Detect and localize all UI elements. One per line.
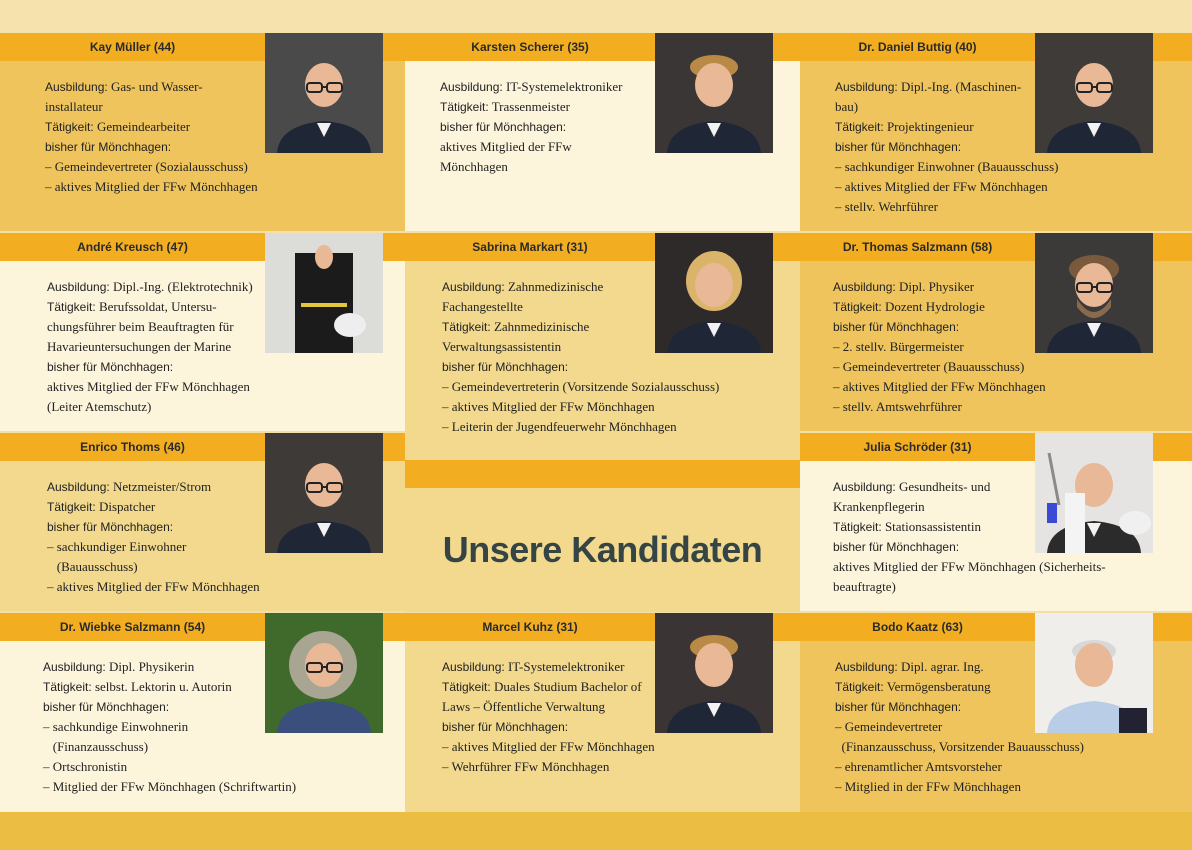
detail-line xyxy=(440,97,622,117)
candidate-photo xyxy=(1035,613,1153,733)
detail-line xyxy=(440,77,622,97)
header-band xyxy=(1153,613,1192,641)
detail-line xyxy=(47,557,260,577)
detail-line xyxy=(47,397,253,417)
page-title: Unsere Kandidaten xyxy=(442,529,763,570)
header-band xyxy=(773,233,800,261)
detail-value: – aktives Mitglied der FFw Mönchhagen xyxy=(442,739,655,754)
candidate-name: Karsten Scherer (35) xyxy=(405,33,655,61)
candidate-photo xyxy=(1035,433,1153,553)
candidate-photo xyxy=(655,613,773,733)
detail-label: Ausbildung: xyxy=(45,80,108,94)
detail-value: – aktives Mitglied der FFw Mönchhagen xyxy=(45,179,258,194)
candidate-name: Kay Müller (44) xyxy=(0,33,265,61)
detail-value: Dipl.-Ing. (Maschinen- xyxy=(897,79,1022,94)
detail-line xyxy=(47,537,260,557)
detail-value: bau) xyxy=(835,99,859,114)
detail-value: Gas- und Wasser- xyxy=(107,79,203,94)
detail-label: bisher für Mönchhagen: xyxy=(47,520,174,534)
detail-label: Ausbildung: xyxy=(47,280,110,294)
detail-line xyxy=(47,297,253,317)
candidate-details xyxy=(45,77,258,197)
detail-value: – Wehrführer FFw Mönchhagen xyxy=(442,759,610,774)
detail-value: aktives Mitglied der FFw xyxy=(440,139,572,154)
detail-line xyxy=(442,737,655,757)
detail-value: – 2. stellv. Bürgermeister xyxy=(833,339,964,354)
detail-line xyxy=(442,677,655,697)
detail-line xyxy=(833,277,1046,297)
candidate-details xyxy=(833,277,1046,417)
header-band xyxy=(1153,433,1192,461)
header-band xyxy=(383,33,405,61)
detail-value: – aktives Mitglied der FFw Mönchhagen xyxy=(442,399,655,414)
detail-line xyxy=(45,137,258,157)
candidate-photo xyxy=(1035,33,1153,153)
detail-value: Dozent Hydrologie xyxy=(881,299,985,314)
detail-line xyxy=(442,697,655,717)
header-band xyxy=(383,613,405,641)
detail-value: – ehrenamtlicher Amtsvorsteher xyxy=(835,759,1002,774)
detail-value: – stellv. Wehrführer xyxy=(835,199,938,214)
detail-label: bisher für Mönchhagen: xyxy=(43,700,170,714)
detail-line xyxy=(833,377,1046,397)
detail-line xyxy=(835,757,1084,777)
detail-value: chungsführer beim Beauftragten für xyxy=(47,319,234,334)
detail-label: Ausbildung: xyxy=(442,280,505,294)
detail-line xyxy=(47,317,253,337)
detail-line xyxy=(835,77,1058,97)
header-band xyxy=(1153,233,1192,261)
detail-value: Laws – Öffentliche Verwaltung xyxy=(442,699,606,714)
detail-value: beauftragte) xyxy=(833,579,896,594)
candidate-name: Enrico Thoms (46) xyxy=(0,433,265,461)
detail-value: Mönchhagen xyxy=(440,159,508,174)
candidate-name: Marcel Kuhz (31) xyxy=(405,613,655,641)
candidate-card xyxy=(800,233,1192,431)
detail-line xyxy=(835,737,1084,757)
candidate-name: André Kreusch (47) xyxy=(0,233,265,261)
detail-value: (Finanzausschuss) xyxy=(43,739,149,754)
detail-value: aktives Mitglied der FFw Mönchhagen xyxy=(47,379,250,394)
candidate-card xyxy=(405,613,800,812)
detail-line xyxy=(833,297,1046,317)
candidate-name: Dr. Daniel Buttig (40) xyxy=(800,33,1035,61)
detail-value: – sachkundiger Einwohner (Bauausschuss) xyxy=(835,159,1059,174)
bottom-strip xyxy=(0,812,1192,850)
candidate-name: Julia Schröder (31) xyxy=(800,433,1035,461)
detail-label: Tätigkeit: xyxy=(833,520,882,534)
detail-line xyxy=(442,397,719,417)
header-band xyxy=(773,613,800,641)
detail-label: Ausbildung: xyxy=(833,480,896,494)
candidate-card xyxy=(0,33,405,231)
detail-label: bisher für Mönchhagen: xyxy=(833,540,960,554)
detail-value: – Gemeindevertreterin (Vorsitzende Sozialausschuss) xyxy=(442,379,720,394)
candidate-card xyxy=(0,233,405,431)
detail-value: – Gemeindevertreter (Bauausschuss) xyxy=(833,359,1025,374)
detail-line xyxy=(43,677,296,697)
detail-line xyxy=(47,517,260,537)
detail-label: Ausbildung: xyxy=(835,80,898,94)
detail-label: Tätigkeit: xyxy=(835,120,884,134)
detail-value: – stellv. Amtswehrführer xyxy=(833,399,962,414)
candidate-card xyxy=(405,233,800,460)
detail-value: Zahnmedizinische xyxy=(504,279,604,294)
detail-line xyxy=(835,97,1058,117)
candidate-details xyxy=(440,77,622,177)
detail-label: Tätigkeit: xyxy=(47,500,96,514)
candidate-card xyxy=(0,613,405,812)
detail-value: Stationsassistentin xyxy=(881,519,981,534)
detail-label: Tätigkeit: xyxy=(440,100,489,114)
candidate-name: Dr. Wiebke Salzmann (54) xyxy=(0,613,265,641)
detail-value: (Leiter Atemschutz) xyxy=(47,399,152,414)
detail-line xyxy=(47,477,260,497)
detail-label: Ausbildung: xyxy=(835,660,898,674)
detail-label: Tätigkeit: xyxy=(43,680,92,694)
detail-label: Ausbildung: xyxy=(440,80,503,94)
detail-value: – Gemeindevertreter (Sozialausschuss) xyxy=(45,159,248,174)
detail-value: Dipl. Physikerin xyxy=(105,659,195,674)
candidate-card xyxy=(800,33,1192,231)
candidate-card xyxy=(405,33,800,231)
candidate-details xyxy=(442,657,655,777)
detail-line xyxy=(45,97,258,117)
detail-label: bisher für Mönchhagen: xyxy=(440,120,567,134)
header-band xyxy=(1153,33,1192,61)
detail-line xyxy=(442,657,655,677)
detail-line xyxy=(835,197,1058,217)
detail-line xyxy=(835,117,1058,137)
candidate-photo xyxy=(265,613,383,733)
detail-line xyxy=(833,357,1046,377)
detail-line xyxy=(442,377,719,397)
detail-value: – aktives Mitglied der FFw Mönchhagen xyxy=(833,379,1046,394)
detail-label: bisher für Mönchhagen: xyxy=(442,720,569,734)
detail-value: Dipl. Physiker xyxy=(895,279,975,294)
detail-value: – Mitglied der FFw Mönchhagen (Schriftwartin) xyxy=(43,779,297,794)
candidate-name: Bodo Kaatz (63) xyxy=(800,613,1035,641)
detail-label: Tätigkeit: xyxy=(47,300,96,314)
detail-line xyxy=(43,757,296,777)
detail-line xyxy=(47,377,253,397)
header-band xyxy=(383,233,405,261)
detail-value: Dispatcher xyxy=(95,499,156,514)
detail-value: – Leiterin der Jugendfeuerwehr Mönchhagen xyxy=(442,419,677,434)
candidate-photo xyxy=(655,33,773,153)
detail-label: Tätigkeit: xyxy=(833,300,882,314)
candidate-details xyxy=(835,77,1058,217)
detail-line xyxy=(45,77,258,97)
detail-line xyxy=(835,177,1058,197)
detail-value: – Ortschronistin xyxy=(43,759,128,774)
header-band xyxy=(383,433,405,461)
detail-value: Netzmeister/Strom xyxy=(109,479,212,494)
detail-line xyxy=(833,577,1106,597)
detail-value: Dipl.-Ing. (Elektrotechnik) xyxy=(109,279,253,294)
detail-value: – sachkundiger Einwohner xyxy=(47,539,187,554)
title-panel xyxy=(405,488,800,612)
detail-value: – Mitglied in der FFw Mönchhagen xyxy=(835,779,1021,794)
candidate-details xyxy=(43,657,296,797)
detail-line xyxy=(833,557,1106,577)
candidate-card xyxy=(800,613,1192,812)
detail-label: Tätigkeit: xyxy=(835,680,884,694)
candidate-photo xyxy=(655,233,773,353)
detail-value: Vermögensberatung xyxy=(883,679,991,694)
detail-line xyxy=(45,117,258,137)
candidate-card xyxy=(800,433,1192,611)
detail-value: aktives Mitglied der FFw Mönchhagen (Sicherheits- xyxy=(833,559,1106,574)
detail-value: installateur xyxy=(45,99,103,114)
header-band xyxy=(773,33,800,61)
detail-label: Ausbildung: xyxy=(43,660,106,674)
detail-line xyxy=(833,337,1046,357)
detail-value: Krankenpflegerin xyxy=(833,499,925,514)
detail-line xyxy=(45,177,258,197)
candidate-photo xyxy=(1035,233,1153,353)
detail-line xyxy=(47,577,260,597)
detail-value: Dipl. agrar. Ing. xyxy=(897,659,984,674)
detail-label: bisher für Mönchhagen: xyxy=(833,320,960,334)
candidate-photo xyxy=(265,433,383,553)
detail-line xyxy=(442,357,719,377)
detail-line xyxy=(43,717,296,737)
detail-value: Fachangestellte xyxy=(442,299,523,314)
detail-value: – sachkundige Einwohnerin xyxy=(43,719,189,734)
candidate-name: Dr. Thomas Salzmann (58) xyxy=(800,233,1035,261)
detail-line xyxy=(835,157,1058,177)
detail-line xyxy=(47,497,260,517)
detail-label: Ausbildung: xyxy=(833,280,896,294)
top-strip xyxy=(0,0,1192,33)
detail-line xyxy=(43,737,296,757)
detail-label: bisher für Mönchhagen: xyxy=(835,700,962,714)
detail-label: Ausbildung: xyxy=(442,660,505,674)
detail-line xyxy=(43,657,296,677)
detail-label: bisher für Mönchhagen: xyxy=(45,140,172,154)
detail-value: Havarieuntersuchungen der Marine xyxy=(47,339,232,354)
detail-line xyxy=(833,317,1046,337)
candidate-details xyxy=(47,277,253,417)
detail-value: (Bauausschuss) xyxy=(47,559,138,574)
candidate-photo xyxy=(265,33,383,153)
detail-value: – aktives Mitglied der FFw Mönchhagen xyxy=(835,179,1048,194)
detail-line xyxy=(47,357,253,377)
detail-line xyxy=(45,157,258,177)
candidate-name: Sabrina Markart (31) xyxy=(405,233,655,261)
detail-line xyxy=(442,757,655,777)
candidate-card xyxy=(0,433,405,611)
detail-line xyxy=(440,157,622,177)
detail-value: Projektingenieur xyxy=(883,119,974,134)
detail-value: Duales Studium Bachelor of xyxy=(490,679,642,694)
detail-value: Gesundheits- und xyxy=(895,479,991,494)
candidate-photo xyxy=(265,233,383,353)
detail-value: IT-Systemelektroniker xyxy=(502,79,623,94)
detail-line xyxy=(440,117,622,137)
detail-value: – aktives Mitglied der FFw Mönchhagen xyxy=(47,579,260,594)
detail-line xyxy=(43,697,296,717)
detail-label: Ausbildung: xyxy=(47,480,110,494)
detail-label: Tätigkeit: xyxy=(442,680,491,694)
detail-value: (Finanzausschuss, Vorsitzender Bauausschuss) xyxy=(835,739,1085,754)
detail-label: bisher für Mönchhagen: xyxy=(442,360,569,374)
detail-value: selbst. Lektorin u. Autorin xyxy=(91,679,232,694)
detail-line xyxy=(835,137,1058,157)
detail-value: – Gemeindevertreter xyxy=(835,719,943,734)
detail-label: bisher für Mönchhagen: xyxy=(47,360,174,374)
detail-line xyxy=(43,777,296,797)
detail-value: Zahnmedizinische xyxy=(490,319,590,334)
detail-label: bisher für Mönchhagen: xyxy=(835,140,962,154)
detail-value: Berufssoldat, Untersu- xyxy=(95,299,217,314)
detail-value: Trassenmeister xyxy=(488,99,570,114)
detail-value: Verwaltungsassistentin xyxy=(442,339,562,354)
detail-line xyxy=(442,417,719,437)
detail-line xyxy=(47,337,253,357)
detail-label: Tätigkeit: xyxy=(45,120,94,134)
detail-value: Gemeindearbeiter xyxy=(93,119,191,134)
detail-label: Tätigkeit: xyxy=(442,320,491,334)
candidate-details xyxy=(47,477,260,597)
detail-line xyxy=(47,277,253,297)
detail-line xyxy=(440,137,622,157)
detail-line xyxy=(833,397,1046,417)
title-band xyxy=(405,460,800,488)
detail-line xyxy=(835,777,1084,797)
detail-value: IT-Systemelektroniker xyxy=(504,659,625,674)
detail-line xyxy=(442,717,655,737)
